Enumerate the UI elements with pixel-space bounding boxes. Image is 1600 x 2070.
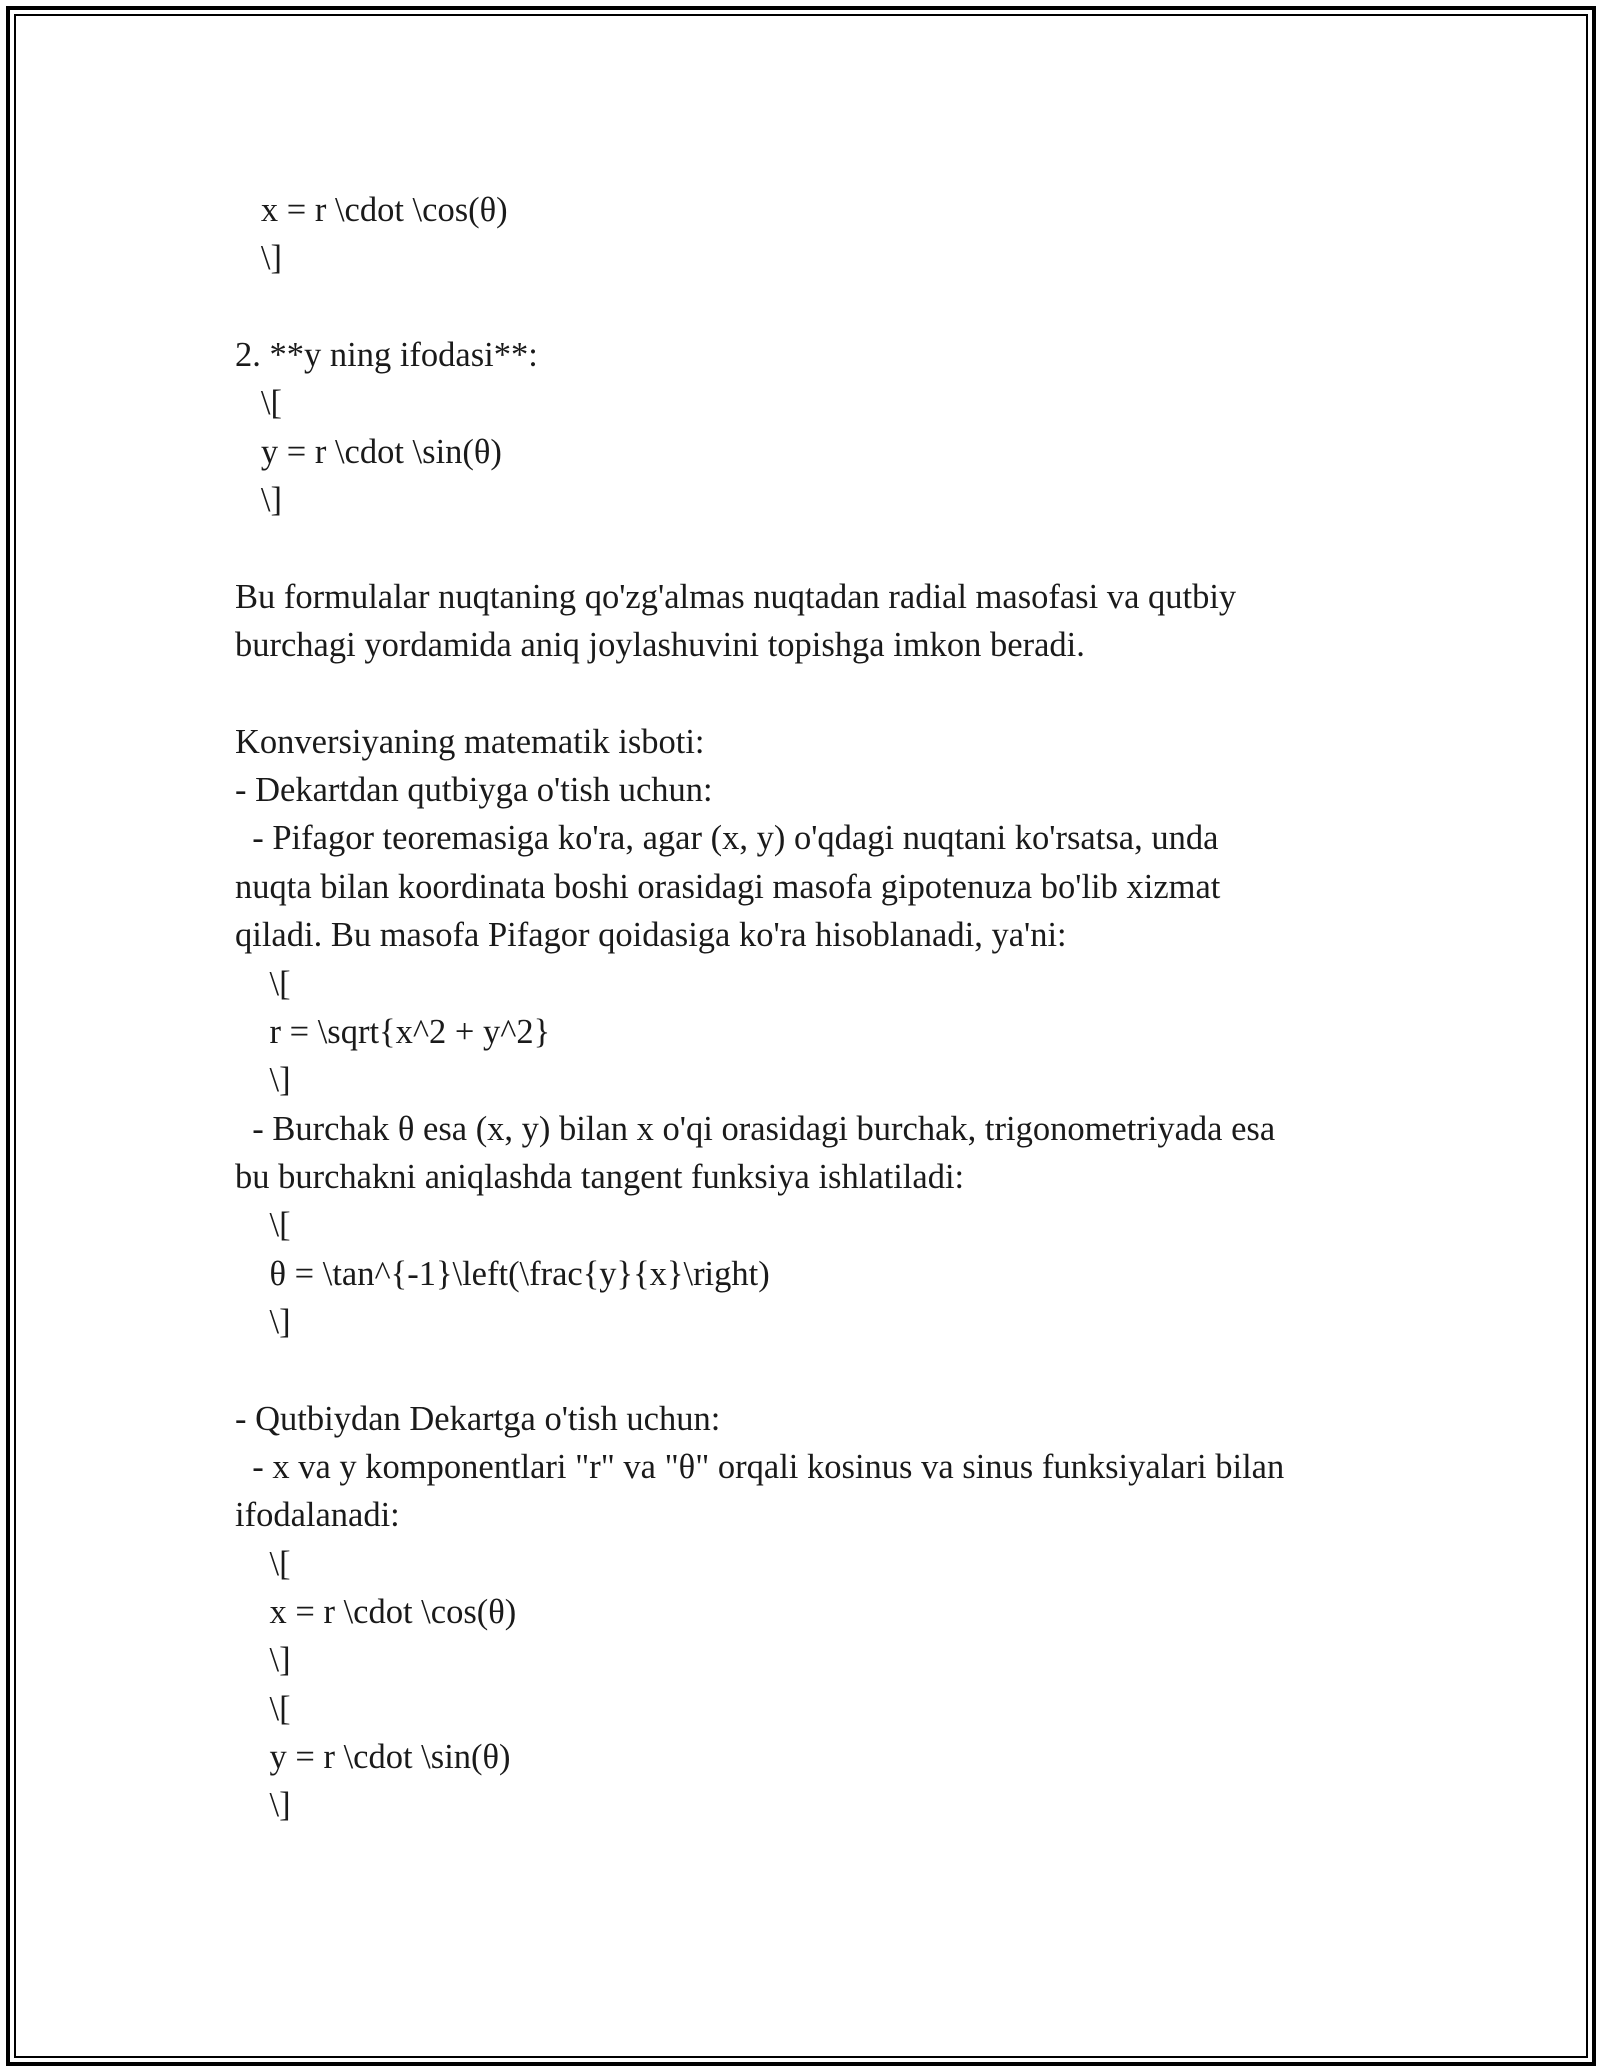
formula-line: x = r \cdot \cos(θ): [235, 1592, 517, 1631]
blank-line: [235, 1346, 1385, 1394]
formula-close-bracket: \]: [235, 1061, 291, 1100]
formula-line: y = r \cdot \sin(θ): [235, 432, 502, 471]
sub-list-item: - x va y komponentlari "r" va "θ" orqali kosinus va sinus funksiyalari bilan: [235, 1447, 1285, 1486]
paragraph-line: Bu formulalar nuqtaning qo'zg'almas nuqtadan radial masofasi va qutbiy: [235, 577, 1237, 616]
formula-open-bracket: \[: [235, 1544, 291, 1583]
formula-close-bracket: \]: [235, 1786, 291, 1825]
formula-close-bracket: \]: [235, 1641, 291, 1680]
formula-close-bracket: \]: [235, 1302, 291, 1341]
list-item: - Qutbiydan Dekartga o'tish uchun:: [235, 1399, 721, 1438]
list-item: - Dekartdan qutbiyga o'tish uchun:: [235, 771, 713, 810]
blank-line: [235, 669, 1385, 717]
list-item-heading: 2. **y ning ifodasi**:: [235, 336, 538, 375]
formula-open-bracket: \[: [235, 1206, 291, 1245]
formula-close-bracket: \]: [235, 481, 282, 520]
paragraph-line: nuqta bilan koordinata boshi orasidagi masofa gipotenuza bo'lib xizmat: [235, 867, 1221, 906]
sub-list-item: - Burchak θ esa (x, y) bilan x o'qi orasidagi burchak, trigonometriyada esa: [235, 1109, 1276, 1148]
formula-open-bracket: \[: [235, 964, 291, 1003]
formula-line: x = r \cdot \cos(θ): [235, 191, 508, 229]
sub-list-item: - Pifagor teoremasiga ko'ra, agar (x, y) o'qdagi nuqtani ko'rsatsa, unda: [235, 819, 1219, 858]
formula-close-bracket: \]: [235, 239, 282, 278]
formula-line: θ = \tan^{-1}\left(\frac{y}{x}\right): [235, 1254, 770, 1293]
formula-open-bracket: \[: [235, 384, 282, 423]
formula-open-bracket: \[: [235, 1689, 291, 1728]
blank-line: [235, 524, 1385, 572]
document-body: [235, 186, 1385, 1830]
blank-line: [235, 283, 1385, 331]
paragraph-line: ifodalanadi:: [235, 1496, 400, 1535]
formula-line: r = \sqrt{x^2 + y^2}: [235, 1012, 551, 1051]
section-heading: Konversiyaning matematik isboti:: [235, 722, 705, 761]
paragraph-line: qiladi. Bu masofa Pifagor qoidasiga ko'ra hisoblanadi, ya'ni:: [235, 916, 1067, 955]
formula-line: y = r \cdot \sin(θ): [235, 1738, 511, 1776]
paragraph-line: burchagi yordamida aniq joylashuvini topishga imkon beradi.: [235, 626, 1085, 665]
paragraph-line: bu burchakni aniqlashda tangent funksiya ishlatiladi:: [235, 1157, 965, 1196]
